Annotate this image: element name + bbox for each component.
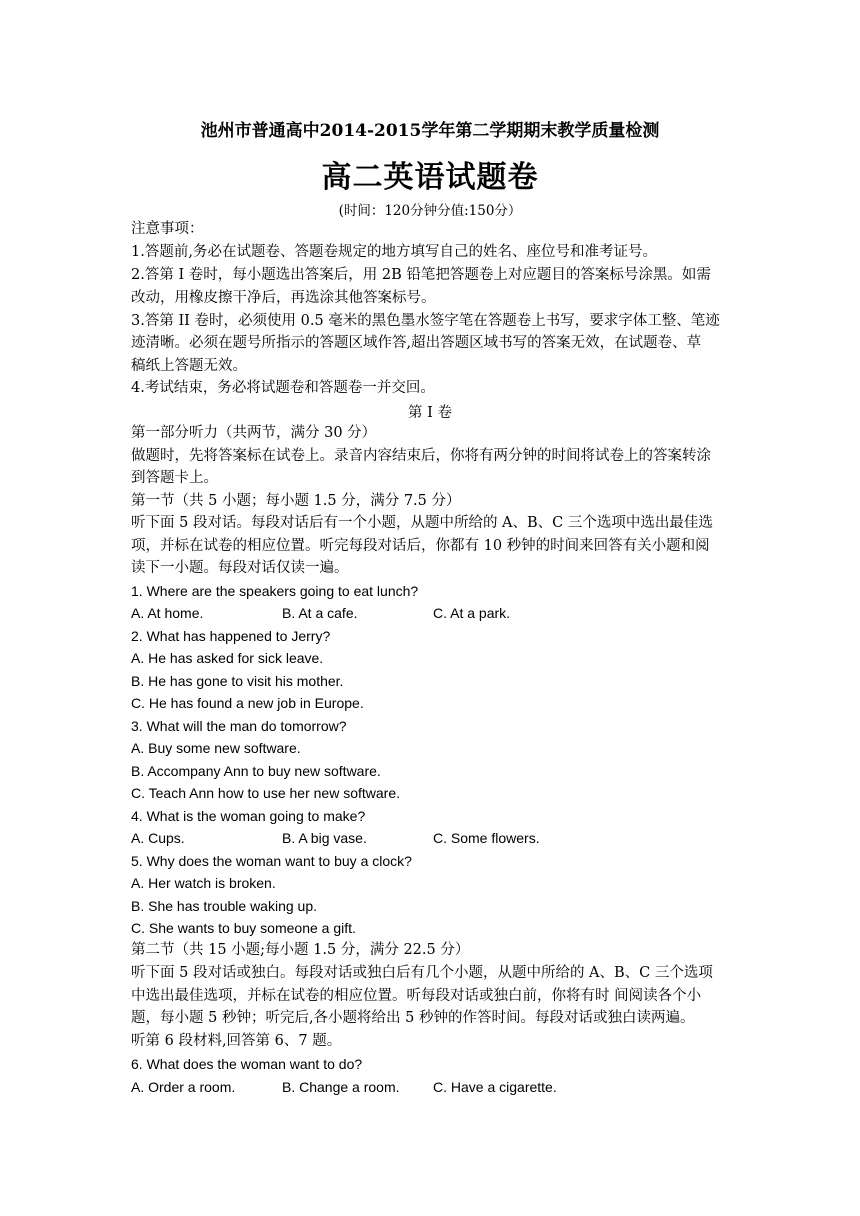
material-note: 听第 6 段材料,回答第 6、7 题。 (131, 1033, 342, 1049)
exam-subtitle: 池州市普通高中2014-2015学年第二学期期末教学质量检测 (200, 121, 660, 141)
section1-intro: 项，并标在试卷的相应位置。听完每段对话后，你都有 10 秒钟的时间来回答有关小题和阅 (131, 538, 710, 554)
option-a: A. At home. (131, 605, 204, 621)
option-a: A. Her watch is broken. (131, 875, 276, 891)
option-b: B. At a cafe. (282, 605, 358, 621)
option-b: B. She has trouble waking up. (131, 898, 318, 914)
note-line: 1.答题前,务必在试题卷、答题卷规定的地方填写自己的姓名、座位号和准考证号。 (131, 244, 657, 260)
question-stem: 5. Why does the woman want to buy a clock? (131, 853, 412, 869)
question-stem: 3. What will the man do tomorrow? (131, 718, 347, 734)
question-stem: 1. Where are the speakers going to eat lunch? (131, 583, 419, 599)
question-stem: 6. What does the woman want to do? (131, 1056, 363, 1072)
note-line: 2.答第 I 卷时，每小题选出答案后，用 2B 铅笔把答题卷上对应题目的答案标号涂黑。如需 (131, 267, 711, 283)
notes-heading: 注意事项： (131, 221, 204, 237)
section1-intro: 听下面 5 段对话。每段对话后有一个小题，从题中所给的 A、B、C 三个选项中选出最佳选 (131, 515, 713, 531)
option-c: C. He has found a new job in Europe. (131, 695, 364, 711)
exam-title: 高二英语试题卷 (321, 160, 539, 195)
note-line: 迹清晰。必须在题号所指示的答题区域作答,超出答题区域书写的答案无效，在试题卷、草 (131, 335, 702, 351)
option-c: C. At a park. (433, 605, 511, 621)
option-a: A. Cups. (131, 830, 185, 846)
section2-intro: 中选出最佳选项，并标在试卷的相应位置。听每段对话或独白前，你将有时 间阅读各个小 (131, 988, 702, 1004)
option-c: C. Teach Ann how to use her new software. (131, 785, 401, 801)
option-c: C. She wants to buy someone a gift. (131, 920, 356, 936)
volume-heading: 第 I 卷 (408, 405, 452, 421)
question-stem: 4. What is the woman going to make? (131, 808, 366, 824)
note-line: 4.考试结束，务必将试题卷和答题卷一并交回。 (131, 380, 435, 396)
note-line: 稿纸上答题无效。 (131, 358, 247, 374)
part1-heading: 第一部分听力（共两节，满分 30 分） (131, 425, 377, 441)
option-b: B. Accompany Ann to buy new software. (131, 763, 381, 779)
note-line: 3.答第 II 卷时，必须使用 0.5 毫米的黑色墨水签字笔在答题卷上书写，要求字体工整、笔迹 (131, 313, 720, 329)
part1-intro: 做题时，先将答案标在试卷上。录音内容结束后，你将有两分钟的时间将试卷上的答案转涂 (131, 448, 711, 464)
option-b: B. A big vase. (282, 830, 367, 846)
option-a: A. Order a room. (131, 1079, 236, 1095)
section2-intro: 题，每小题 5 秒钟；听完后,各小题将给出 5 秒钟的作答时间。每段对话或独白读两遍。 (131, 1010, 695, 1026)
option-c: C. Some flowers. (433, 830, 540, 846)
part1-intro: 到答题卡上。 (131, 470, 218, 486)
section2-heading: 第二节（共 15 小题;每小题 1.5 分，满分 22.5 分） (131, 942, 470, 958)
section1-heading: 第一节（共 5 小题；每小题 1.5 分，满分 7.5 分） (131, 493, 461, 509)
option-a: A. Buy some new software. (131, 740, 301, 756)
section2-intro: 听下面 5 段对话或独白。每段对话或独白后有几个小题，从题中所给的 A、B、C 三个选项 (131, 965, 713, 981)
section1-intro: 读下一小题。每段对话仅读一遍。 (131, 560, 349, 576)
option-b: B. He has gone to visit his mother. (131, 673, 344, 689)
option-a: A. He has asked for sick leave. (131, 650, 324, 666)
question-stem: 2. What has happened to Jerry? (131, 628, 331, 644)
time-info: (时间：120分钟分值:150分） (338, 203, 522, 219)
option-b: B. Change a room. (282, 1079, 400, 1095)
note-line: 改动，用橡皮擦干净后，再选涂其他答案标号。 (131, 290, 436, 306)
option-c: C. Have a cigarette. (433, 1079, 557, 1095)
